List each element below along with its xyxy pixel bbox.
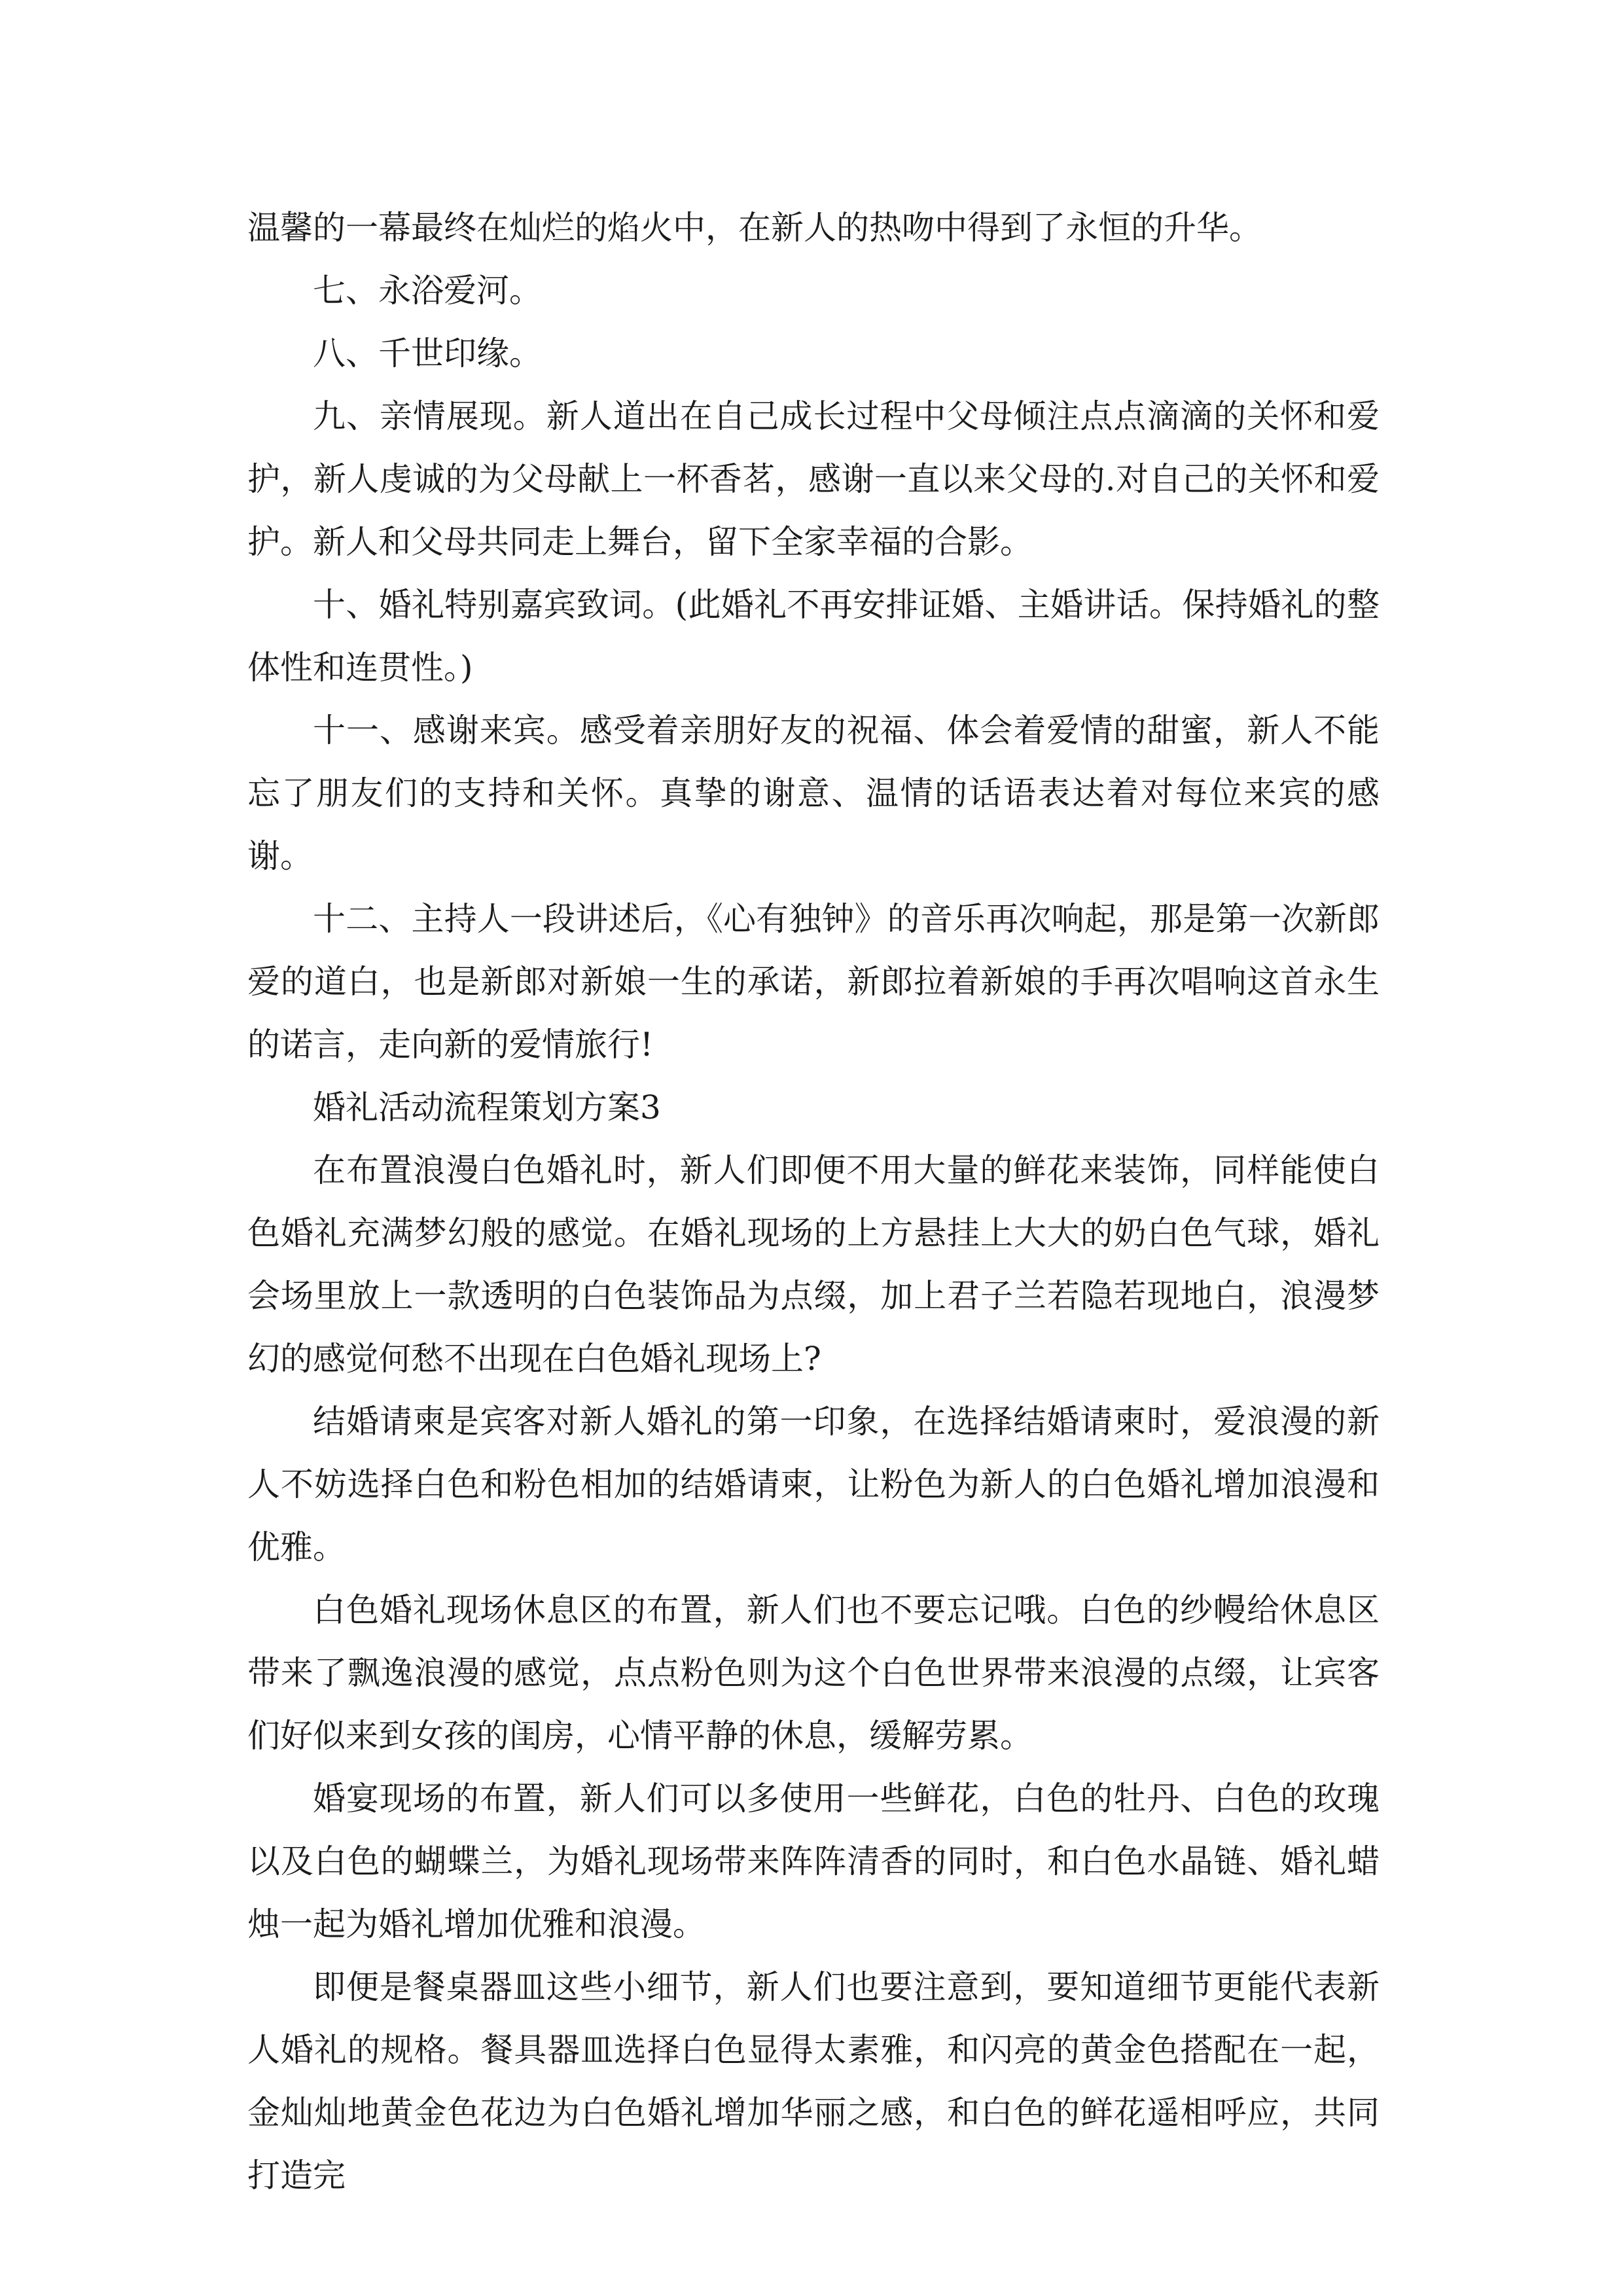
list-item-12: 十二、主持人一段讲述后，《心有独钟》的音乐再次响起，那是第一次新郎爱的道白，也是新郎对新娘一生的承诺，新郎拉着新娘的手再次唱响这首永生的诺言，走向新的爱情旅行! xyxy=(247,900,1380,1064)
list-item-9: 九、亲情展现。新人道出在自己成长过程中父母倾注点点滴滴的关怀和爱护，新人虔诚的为父母献上一杯香茗，感谢一直以来父母的.对自己的关怀和爱护。新人和父母共同走上舞台，留下全家幸福的合影。 xyxy=(247,397,1380,561)
paragraph: 在布置浪漫白色婚礼时，新人们即便不用大量的鲜花来装饰，同样能使白色婚礼充满梦幻般的感觉。在婚礼现场的上方悬挂上大大的奶白色气球，婚礼会场里放上一款透明的白色装饰品为点缀，加上君子兰若隐若现地白，浪漫梦幻的感觉何愁不出现在白色婚礼现场上? xyxy=(247,1151,1380,1378)
paragraph: 婚宴现场的布置，新人们可以多使用一些鲜花，白色的牡丹、白色的玫瑰以及白色的蝴蝶兰，为婚礼现场带来阵阵清香的同时，和白色水晶链、婚礼蜡烛一起为婚礼增加优雅和浪漫。 xyxy=(247,1780,1380,1943)
paragraph: 白色婚礼现场休息区的布置，新人们也不要忘记哦。白色的纱幔给休息区带来了飘逸浪漫的感觉，点点粉色则为这个白色世界带来浪漫的点缀，让宾客们好似来到女孩的闺房，心情平静的休息，缓解劳累。 xyxy=(247,1591,1380,1755)
paragraph-continuation: 温馨的一幕最终在灿烂的焰火中，在新人的热吻中得到了永恒的升华。 xyxy=(247,209,1262,247)
list-item-7: 七、永浴爱河。 xyxy=(313,272,542,310)
document-body xyxy=(247,196,1380,2207)
section-heading: 婚礼活动流程策划方案3 xyxy=(313,1088,661,1126)
list-item-11: 十一、感谢来宾。感受着亲朋好友的祝福、体会着爱情的甜蜜，新人不能忘了朋友们的支持和关怀。真挚的谢意、温情的话语表达着对每位来宾的感谢。 xyxy=(247,711,1380,875)
paragraph: 即便是餐桌器皿这些小细节，新人们也要注意到，要知道细节更能代表新人婚礼的规格。餐具器皿选择白色显得太素雅，和闪亮的黄金色搭配在一起，金灿灿地黄金色花边为白色婚礼增加华丽之感，和白色的鲜花遥相呼应，共同打造完 xyxy=(247,1968,1380,2195)
list-item-8: 八、千世印缘。 xyxy=(313,334,542,372)
paragraph: 结婚请柬是宾客对新人婚礼的第一印象，在选择结婚请柬时，爱浪漫的新人不妨选择白色和粉色相加的结婚请柬，让粉色为新人的白色婚礼增加浪漫和优雅。 xyxy=(247,1403,1380,1566)
list-item-10: 十、婚礼特别嘉宾致词。(此婚礼不再安排证婚、主婚讲话。保持婚礼的整体性和连贯性。) xyxy=(247,586,1380,687)
